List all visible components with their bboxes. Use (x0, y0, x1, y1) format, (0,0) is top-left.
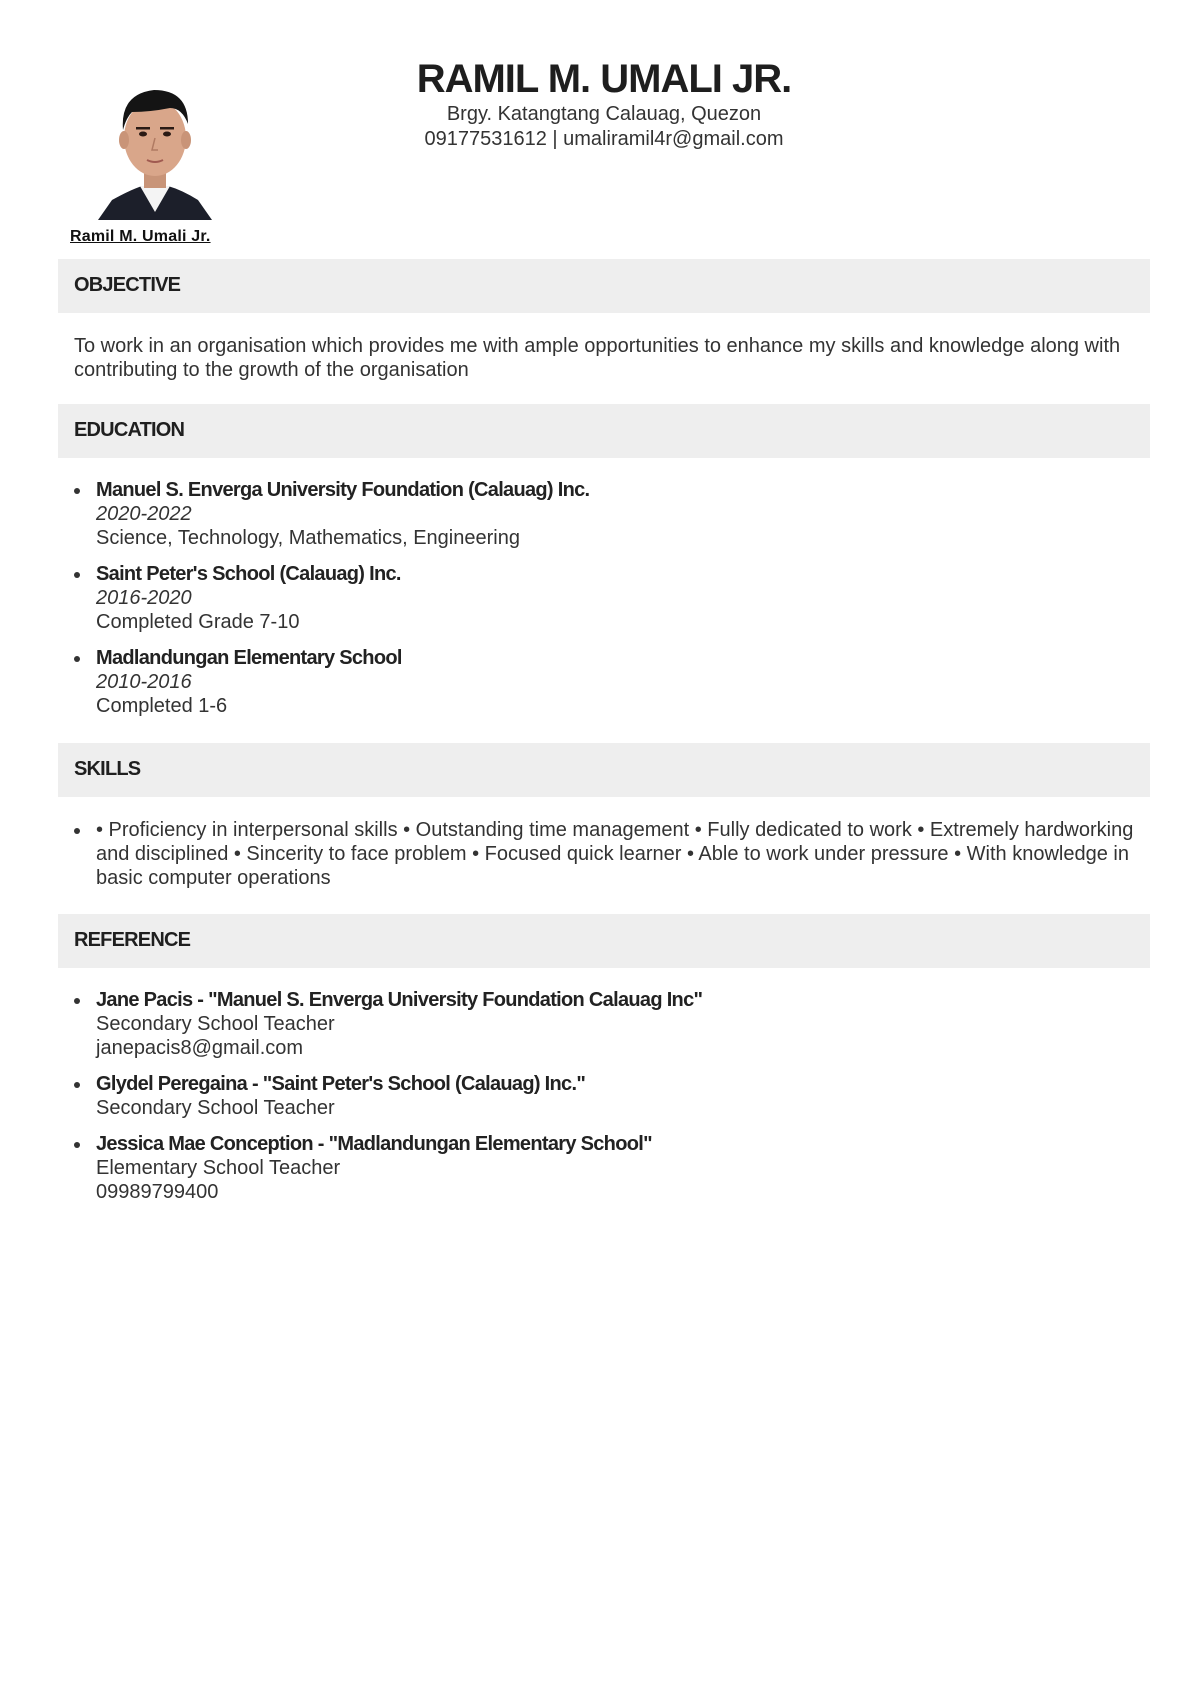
school-name: Saint Peter's School (Calauag) Inc. (96, 563, 401, 585)
skills-item (74, 818, 1134, 890)
school-years: 2016-2020 (96, 587, 192, 609)
school-detail: Science, Technology, Mathematics, Engineering (96, 527, 520, 549)
school-name: Manuel S. Enverga University Foundation (Calauag) Inc. (96, 479, 590, 501)
education-item (74, 562, 1134, 634)
applicant-name: RAMIL M. UMALI JR. (416, 57, 792, 101)
education-item (74, 646, 1134, 718)
school-detail: Completed Grade 7-10 (96, 611, 300, 633)
reference-role: Secondary School Teacher (96, 1097, 335, 1119)
reference-heading: Glydel Peregaina - "Saint Peter's School (Calauag) Inc." (96, 1073, 586, 1095)
education-section-header (58, 404, 1150, 458)
reference-heading: Jessica Mae Conception - "Madlandungan Elementary School" (96, 1133, 652, 1155)
profile-photo (90, 72, 220, 220)
skills-body (74, 818, 1134, 902)
reference-item (74, 1132, 1134, 1204)
reference-title: REFERENCE (74, 929, 191, 951)
contact-line: 09177531612 | umaliramil4r@gmail.com (424, 128, 784, 150)
school-years: 2010-2016 (96, 671, 192, 693)
objective-section-header (58, 259, 1150, 313)
reference-role: Elementary School Teacher (96, 1157, 341, 1179)
reference-contact: janepacis8@gmail.com (96, 1037, 304, 1059)
reference-list (74, 988, 1134, 1204)
objective-text: To work in an organisation which provides me with ample opportunities to enhance my skills and knowledge along with contributing to the growth of the organisation (74, 335, 1121, 381)
education-item (74, 478, 1134, 550)
portrait-image (90, 72, 220, 220)
profile-photo-block (60, 72, 244, 246)
reference-contact: 09989799400 (96, 1181, 219, 1203)
reference-role: Secondary School Teacher (96, 1013, 335, 1035)
education-title: EDUCATION (74, 419, 185, 441)
skills-text: • Proficiency in interpersonal skills • Outstanding time management • Fully dedicated to work • Extremely hardworking and disciplined • Sincerity to face problem • Focused quick learner • Able to work under pressure • With knowledge in basic computer operations (96, 819, 1134, 889)
reference-item (74, 1072, 1134, 1120)
school-years: 2020-2022 (96, 503, 192, 525)
reference-section-header (58, 914, 1150, 968)
skills-title: SKILLS (74, 758, 141, 780)
education-list (74, 478, 1134, 718)
objective-body (74, 334, 1134, 382)
address-line: Brgy. Katangtang Calauag, Quezon (446, 103, 762, 125)
photo-caption: Ramil M. Umali Jr. (70, 228, 211, 245)
school-detail: Completed 1-6 (96, 695, 228, 717)
reference-item (74, 988, 1134, 1060)
skills-section-header (58, 743, 1150, 797)
school-name: Madlandungan Elementary School (96, 647, 402, 669)
reference-heading: Jane Pacis - "Manuel S. Enverga University Foundation Calauag Inc" (96, 989, 703, 1011)
skills-list (74, 818, 1134, 890)
education-body (74, 478, 1134, 730)
reference-body (74, 988, 1134, 1216)
objective-title: OBJECTIVE (74, 274, 181, 296)
resume-header (300, 56, 908, 152)
